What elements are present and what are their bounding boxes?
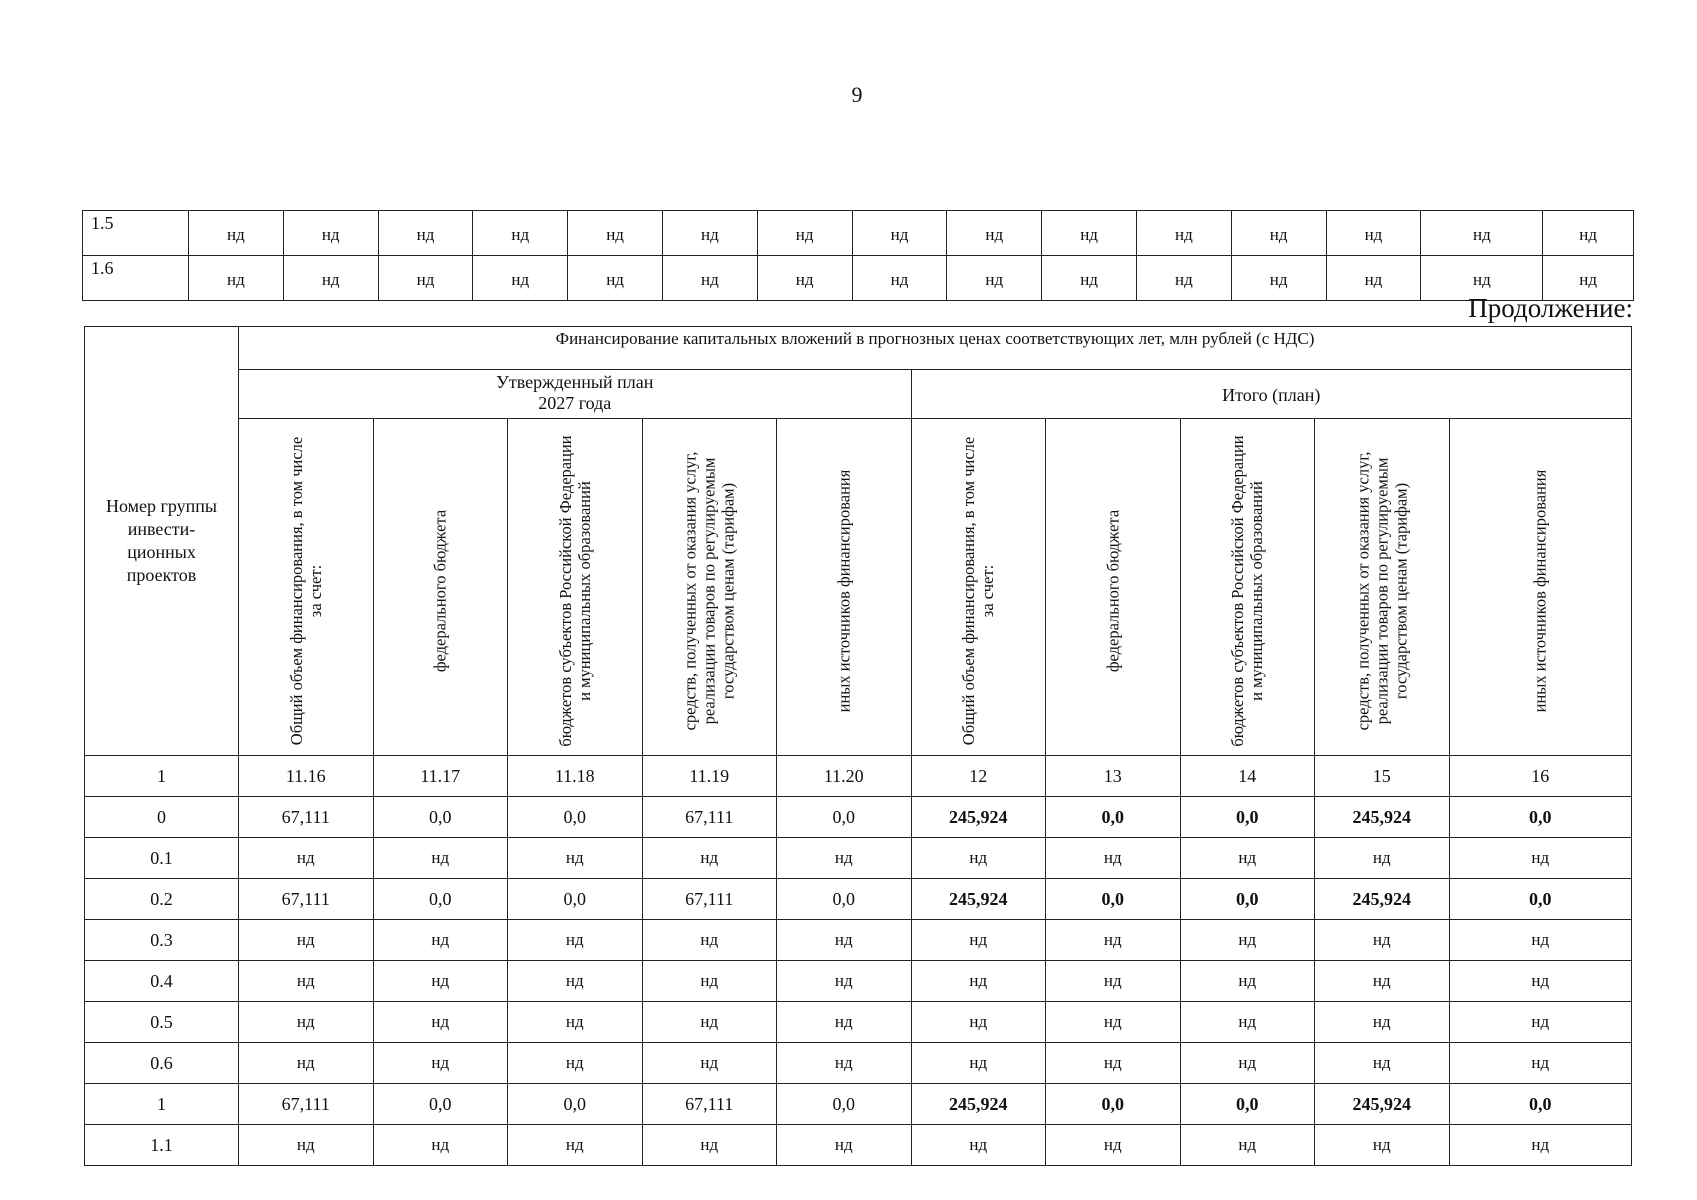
table-cell: 0,0: [1180, 797, 1315, 838]
column-header: [642, 419, 777, 756]
column-number: 11.19: [642, 756, 777, 797]
table-cell: нд: [1046, 961, 1181, 1002]
column-header: [911, 419, 1046, 756]
column-header-text: федерального бюджета: [1103, 509, 1123, 673]
table-cell: 67,111: [239, 1084, 374, 1125]
table-cell: 0,0: [373, 1084, 508, 1125]
table-cell: нд: [283, 256, 378, 301]
table-cell: нд: [911, 961, 1046, 1002]
table-cell: нд: [1046, 1002, 1181, 1043]
table-cell: 0,0: [373, 797, 508, 838]
table-cell: 67,111: [642, 879, 777, 920]
column-header: [1180, 419, 1315, 756]
table-cell: нд: [1315, 920, 1450, 961]
table-cell: нд: [777, 920, 912, 961]
table-cell: 0,0: [1046, 797, 1181, 838]
table-cell: нд: [662, 256, 757, 301]
continuation-top-table: [82, 210, 1634, 301]
table-cell: нд: [1421, 256, 1543, 301]
group-number-header-text: Номер группы инвести-ционных проектов: [105, 496, 218, 585]
table-cell: нд: [1315, 961, 1450, 1002]
table-cell: 0,0: [1046, 1084, 1181, 1125]
table-cell: нд: [239, 961, 374, 1002]
table-cell: нд: [239, 1002, 374, 1043]
table-cell: нд: [1315, 838, 1450, 879]
column-header-text: иных источников финансирования: [834, 469, 854, 713]
table-cell: 67,111: [642, 1084, 777, 1125]
table-cell: 0,0: [1180, 1084, 1315, 1125]
table-cell: нд: [508, 1002, 643, 1043]
table-cell: нд: [911, 920, 1046, 961]
table-cell: нд: [508, 838, 643, 879]
table-cell: нд: [911, 1002, 1046, 1043]
table-cell: нд: [1326, 256, 1421, 301]
column-number: 12: [911, 756, 1046, 797]
table-cell: 245,924: [911, 879, 1046, 920]
table-cell: нд: [1180, 1043, 1315, 1084]
table-cell: нд: [642, 920, 777, 961]
approved-plan-line1: Утвержденный план: [496, 372, 654, 392]
column-number: 14: [1180, 756, 1315, 797]
table-cell: нд: [1180, 1125, 1315, 1166]
table-cell: нд: [911, 1043, 1046, 1084]
table-cell: 0,0: [777, 797, 912, 838]
table-cell: нд: [1449, 920, 1632, 961]
table-cell: 0,0: [508, 1084, 643, 1125]
table-cell: нд: [508, 961, 643, 1002]
group-number: 0: [85, 797, 239, 838]
table-cell: нд: [373, 1125, 508, 1166]
table-cell: нд: [1180, 920, 1315, 961]
column-number: 11.20: [777, 756, 912, 797]
table-cell: 0,0: [1449, 879, 1632, 920]
table-row: [85, 961, 1632, 1002]
column-number: 13: [1046, 756, 1181, 797]
table-cell: нд: [1449, 1002, 1632, 1043]
table-cell: нд: [373, 1002, 508, 1043]
table-cell: нд: [642, 1002, 777, 1043]
column-header: [1315, 419, 1450, 756]
table-cell: нд: [1180, 838, 1315, 879]
table-cell: 0,0: [777, 1084, 912, 1125]
table-cell: нд: [373, 961, 508, 1002]
financing-header: Финансирование капитальных вложений в прогнозных ценах соответствующих лет, млн рублей (с НДС): [239, 327, 1632, 370]
table-cell: нд: [1046, 1125, 1181, 1166]
table-cell: нд: [777, 838, 912, 879]
table-cell: 245,924: [1315, 797, 1450, 838]
column-header: [239, 419, 374, 756]
table-cell: нд: [1449, 1043, 1632, 1084]
column-number: 11.16: [239, 756, 374, 797]
row-label: 1.5: [83, 211, 189, 256]
table-cell: нд: [508, 1043, 643, 1084]
table-cell: нд: [378, 211, 473, 256]
table-cell: 0,0: [373, 879, 508, 920]
table-cell: нд: [852, 256, 947, 301]
table-cell: нд: [1042, 211, 1137, 256]
column-number: 11.17: [373, 756, 508, 797]
table-cell: нд: [239, 838, 374, 879]
table-cell: нд: [757, 256, 852, 301]
table-cell: нд: [473, 211, 568, 256]
table-cell: 245,924: [911, 797, 1046, 838]
column-header: [777, 419, 912, 756]
column-header-text: иных источников финансирования: [1530, 469, 1550, 713]
table-cell: нд: [373, 920, 508, 961]
column-number: 11.18: [508, 756, 643, 797]
table-cell: нд: [239, 1043, 374, 1084]
table-cell: нд: [662, 211, 757, 256]
table-row: [85, 1084, 1632, 1125]
table-cell: нд: [568, 211, 663, 256]
table-cell: нд: [1231, 211, 1326, 256]
table-row: [85, 838, 1632, 879]
table-cell: нд: [239, 920, 374, 961]
table-cell: нд: [508, 920, 643, 961]
group-number: 0.2: [85, 879, 239, 920]
group-number: 0.6: [85, 1043, 239, 1084]
table-cell: нд: [1046, 838, 1181, 879]
table-cell: нд: [1449, 838, 1632, 879]
table-row: [85, 797, 1632, 838]
table-cell: нд: [642, 961, 777, 1002]
column-header-text: бюджетов субъектов Российской Федерации и муниципальных образований: [555, 435, 594, 747]
table-cell: нд: [373, 838, 508, 879]
column-header-text: Общий объем финансирования, в том числе за счет:: [959, 436, 998, 746]
column-number: 15: [1315, 756, 1450, 797]
table-cell: нд: [1421, 211, 1543, 256]
table-cell: 67,111: [642, 797, 777, 838]
table-cell: нд: [1543, 256, 1634, 301]
table-cell: нд: [911, 1125, 1046, 1166]
table-cell: нд: [378, 256, 473, 301]
table-cell: нд: [642, 1043, 777, 1084]
table-cell: нд: [1046, 1043, 1181, 1084]
table-cell: нд: [1042, 256, 1137, 301]
row-label: 1.6: [83, 256, 189, 301]
table-row: [85, 1002, 1632, 1043]
table-cell: 0,0: [508, 879, 643, 920]
table-cell: 0,0: [777, 879, 912, 920]
table-cell: 245,924: [1315, 1084, 1450, 1125]
table-cell: 0,0: [1449, 797, 1632, 838]
table-cell: нд: [1315, 1043, 1450, 1084]
column-header: [373, 419, 508, 756]
table-cell: 0,0: [1046, 879, 1181, 920]
table-cell: нд: [189, 211, 284, 256]
table-cell: нд: [1315, 1002, 1450, 1043]
table-cell: нд: [852, 211, 947, 256]
approved-plan-line2: 2027 года: [538, 393, 612, 413]
total-plan-header: Итого (план): [911, 370, 1632, 419]
column-header-text: средств, полученных от оказания услуг, реализации товаров по регулируемым государством ценам (тарифам): [680, 451, 738, 731]
table-cell: нд: [473, 256, 568, 301]
table-cell: 0,0: [508, 797, 643, 838]
table-cell: нд: [777, 961, 912, 1002]
column-number-row: [85, 756, 1632, 797]
table-cell: нд: [1326, 211, 1421, 256]
column-number: 16: [1449, 756, 1632, 797]
financing-table: [84, 326, 1632, 1166]
table-cell: нд: [947, 256, 1042, 301]
table-cell: 67,111: [239, 797, 374, 838]
table-cell: 0,0: [1180, 879, 1315, 920]
table-cell: нд: [508, 1125, 643, 1166]
column-header-text: бюджетов субъектов Российской Федерации и муниципальных образований: [1228, 435, 1267, 747]
page-number: 9: [851, 82, 863, 107]
group-number: 0.1: [85, 838, 239, 879]
top-table-row: [83, 211, 1634, 256]
table-cell: нд: [1449, 961, 1632, 1002]
table-cell: 245,924: [911, 1084, 1046, 1125]
table-cell: нд: [1231, 256, 1326, 301]
group-number-header: [85, 327, 239, 756]
table-cell: нд: [1046, 920, 1181, 961]
table-row: [85, 1125, 1632, 1166]
group-number: 0.4: [85, 961, 239, 1002]
table-cell: нд: [642, 838, 777, 879]
table-cell: нд: [1543, 211, 1634, 256]
column-number: 1: [85, 756, 239, 797]
table-cell: нд: [1180, 961, 1315, 1002]
column-header: [1449, 419, 1632, 756]
group-number: 0.3: [85, 920, 239, 961]
table-cell: нд: [777, 1002, 912, 1043]
table-row: [85, 1043, 1632, 1084]
column-header-text: федерального бюджета: [430, 509, 450, 673]
table-cell: нд: [568, 256, 663, 301]
column-header-text: Общий объем финансирования, в том числе за счет:: [286, 436, 325, 746]
table-cell: нд: [373, 1043, 508, 1084]
column-header-text: средств, полученных от оказания услуг, реализации товаров по регулируемым государством ценам (тарифам): [1353, 451, 1411, 731]
table-cell: нд: [757, 211, 852, 256]
column-header: [508, 419, 643, 756]
continuation-label: Продолжение:: [1468, 293, 1633, 323]
column-header: [1046, 419, 1181, 756]
group-number: 0.5: [85, 1002, 239, 1043]
table-row: [85, 879, 1632, 920]
table-row: [85, 920, 1632, 961]
table-cell: нд: [1136, 211, 1231, 256]
table-cell: нд: [1449, 1125, 1632, 1166]
table-cell: 0,0: [1449, 1084, 1632, 1125]
table-cell: нд: [777, 1043, 912, 1084]
table-cell: нд: [642, 1125, 777, 1166]
table-cell: 245,924: [1315, 879, 1450, 920]
table-cell: нд: [239, 1125, 374, 1166]
group-number: 1: [85, 1084, 239, 1125]
table-cell: нд: [777, 1125, 912, 1166]
table-cell: нд: [911, 838, 1046, 879]
approved-plan-header: [239, 370, 912, 419]
top-table-row: [83, 256, 1634, 301]
table-cell: нд: [189, 256, 284, 301]
table-cell: нд: [1180, 1002, 1315, 1043]
table-cell: 67,111: [239, 879, 374, 920]
table-cell: нд: [947, 211, 1042, 256]
table-cell: нд: [283, 211, 378, 256]
table-cell: нд: [1136, 256, 1231, 301]
table-cell: нд: [1315, 1125, 1450, 1166]
group-number: 1.1: [85, 1125, 239, 1166]
